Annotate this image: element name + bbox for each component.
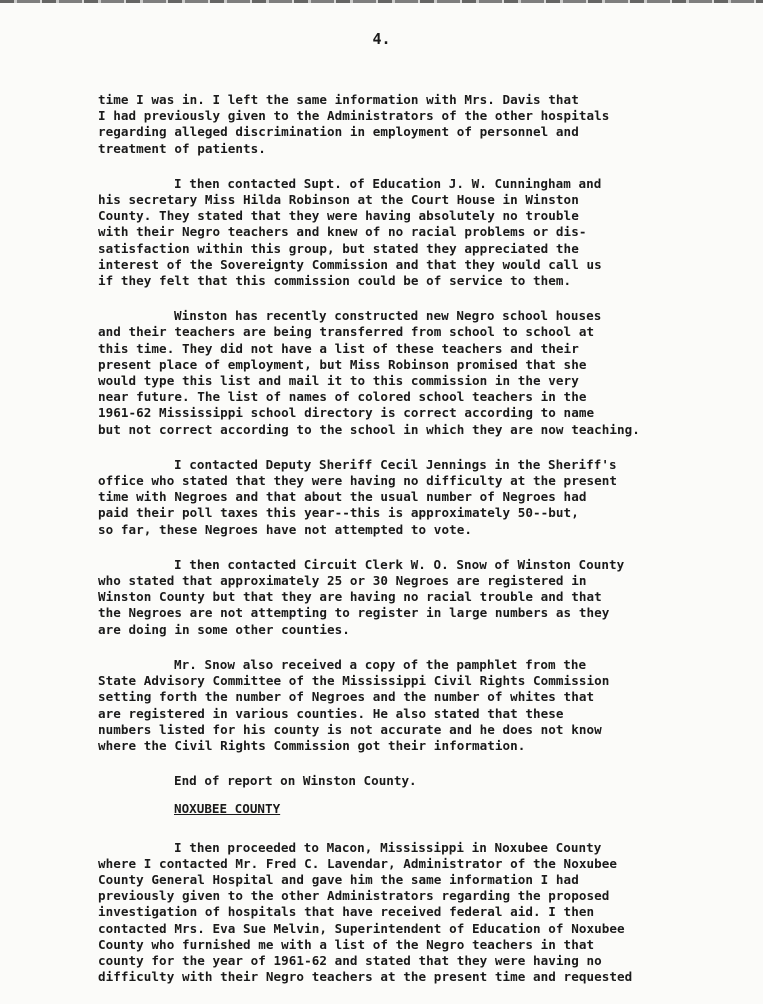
- paragraph-6: [98, 657, 738, 754]
- paragraph-line: I then contacted Circuit Clerk W. O. Snow of Winston County: [174, 556, 625, 572]
- paragraph-line: and their teachers are being transferred from school to school at: [98, 324, 595, 340]
- paragraph-line: if they felt that this commission could be of service to them.: [98, 273, 572, 289]
- paragraph-line: State Advisory Committee of the Mississippi Civil Rights Commission: [98, 673, 610, 689]
- section-heading-noxubee: NOXUBEE COUNTY: [174, 801, 281, 817]
- paragraph-line: present place of employment, but Miss Robinson promised that she: [98, 356, 587, 372]
- paragraph-line: interest of the Sovereignty Commission and that they would call us: [98, 256, 602, 272]
- paragraph-2: [98, 176, 738, 289]
- paragraph-line: but not correct according to the school in which they are now teaching.: [98, 421, 640, 437]
- paragraph-line: time I was in. I left the same information with Mrs. Davis that: [98, 92, 579, 107]
- paragraph-line: are registered in various counties. He also stated that these: [98, 705, 564, 721]
- paragraph-line: his secretary Miss Hilda Robinson at the Court House in Winston: [98, 192, 579, 208]
- paragraph-4: [98, 457, 738, 538]
- paragraph-line: I had previously given to the Administrators of the other hospitals: [98, 108, 610, 124]
- paragraph-line: setting forth the number of Negroes and the number of whites that: [98, 689, 595, 705]
- paragraph-line: Mr. Snow also received a copy of the pamphlet from the: [174, 656, 587, 672]
- paragraph-line: satisfaction within this group, but stated they appreciated the: [98, 240, 579, 256]
- paragraph-line: County. They stated that they were having absolutely no trouble: [98, 208, 579, 224]
- paragraph-line: are doing in some other counties.: [98, 621, 350, 637]
- paragraph-line: this time. They did not have a list of these teachers and their: [98, 340, 579, 356]
- paragraph-line: numbers listed for his county is not accurate and he does not know: [98, 721, 602, 737]
- paragraph-line: near future. The list of names of colored school teachers in the: [98, 389, 587, 405]
- page-top-edge: [0, 0, 763, 3]
- report-paragraphs: [98, 92, 738, 754]
- paragraph-line: paid their poll taxes this year--this is approximately 50--but,: [98, 505, 579, 521]
- paragraph-line: investigation of hospitals that have received federal aid. I then: [98, 904, 595, 920]
- paragraph-line: I contacted Deputy Sheriff Cecil Jennings in the Sheriff's: [174, 456, 617, 472]
- paragraph-5: [98, 557, 738, 638]
- paragraph-line: where the Civil Rights Commission got their information.: [98, 737, 526, 753]
- paragraph-line: I then contacted Supt. of Education J. W. Cunningham and: [174, 175, 602, 191]
- paragraph-line: treatment of patients.: [98, 140, 266, 156]
- paragraph-line: regarding alleged discrimination in employment of personnel and: [98, 124, 579, 140]
- paragraph-line: contacted Mrs. Eva Sue Melvin, Superintendent of Education of Noxubee: [98, 920, 625, 936]
- noxubee-paragraph: [98, 840, 738, 986]
- paragraph-1: [98, 92, 738, 157]
- paragraph-line: the Negroes are not attempting to register in large numbers as they: [98, 605, 610, 621]
- paragraph-line: office who stated that they were having no difficulty at the present: [98, 473, 617, 489]
- page-number: 4.: [372, 30, 391, 48]
- paragraph-line: County who furnished me with a list of the Negro teachers in that: [98, 936, 595, 952]
- paragraph-3: [98, 308, 738, 438]
- paragraph-line: difficulty with their Negro teachers at the present time and requested: [98, 969, 633, 985]
- paragraph-line: would type this list and mail it to this commission in the very: [98, 373, 579, 389]
- paragraph-noxubee: [98, 840, 738, 986]
- paragraph-line: county for the year of 1961-62 and stated that they were having no: [98, 952, 602, 968]
- paragraph-line: Winston County but that they are having no racial trouble and that: [98, 589, 602, 605]
- paragraph-line: where I contacted Mr. Fred C. Lavendar, Administrator of the Noxubee: [98, 855, 617, 871]
- paragraph-line: 1961-62 Mississippi school directory is correct according to name: [98, 405, 595, 421]
- paragraph-line: so far, these Negroes have not attempted to vote.: [98, 521, 472, 537]
- paragraph-line: I then proceeded to Macon, Mississippi in Noxubee County: [174, 839, 602, 855]
- end-of-report-note: End of report on Winston County.: [174, 773, 417, 789]
- paragraph-line: time with Negroes and that about the usual number of Negroes had: [98, 489, 587, 505]
- paragraph-line: with their Negro teachers and knew of no racial problems or dis-: [98, 224, 587, 240]
- paragraph-line: Winston has recently constructed new Negro school houses: [174, 308, 602, 324]
- paragraph-line: previously given to the other Administrators regarding the proposed: [98, 888, 610, 904]
- paragraph-line: who stated that approximately 25 or 30 Negroes are registered in: [98, 573, 587, 589]
- document-body: [98, 92, 738, 1004]
- paragraph-line: County General Hospital and gave him the same information I had: [98, 871, 579, 887]
